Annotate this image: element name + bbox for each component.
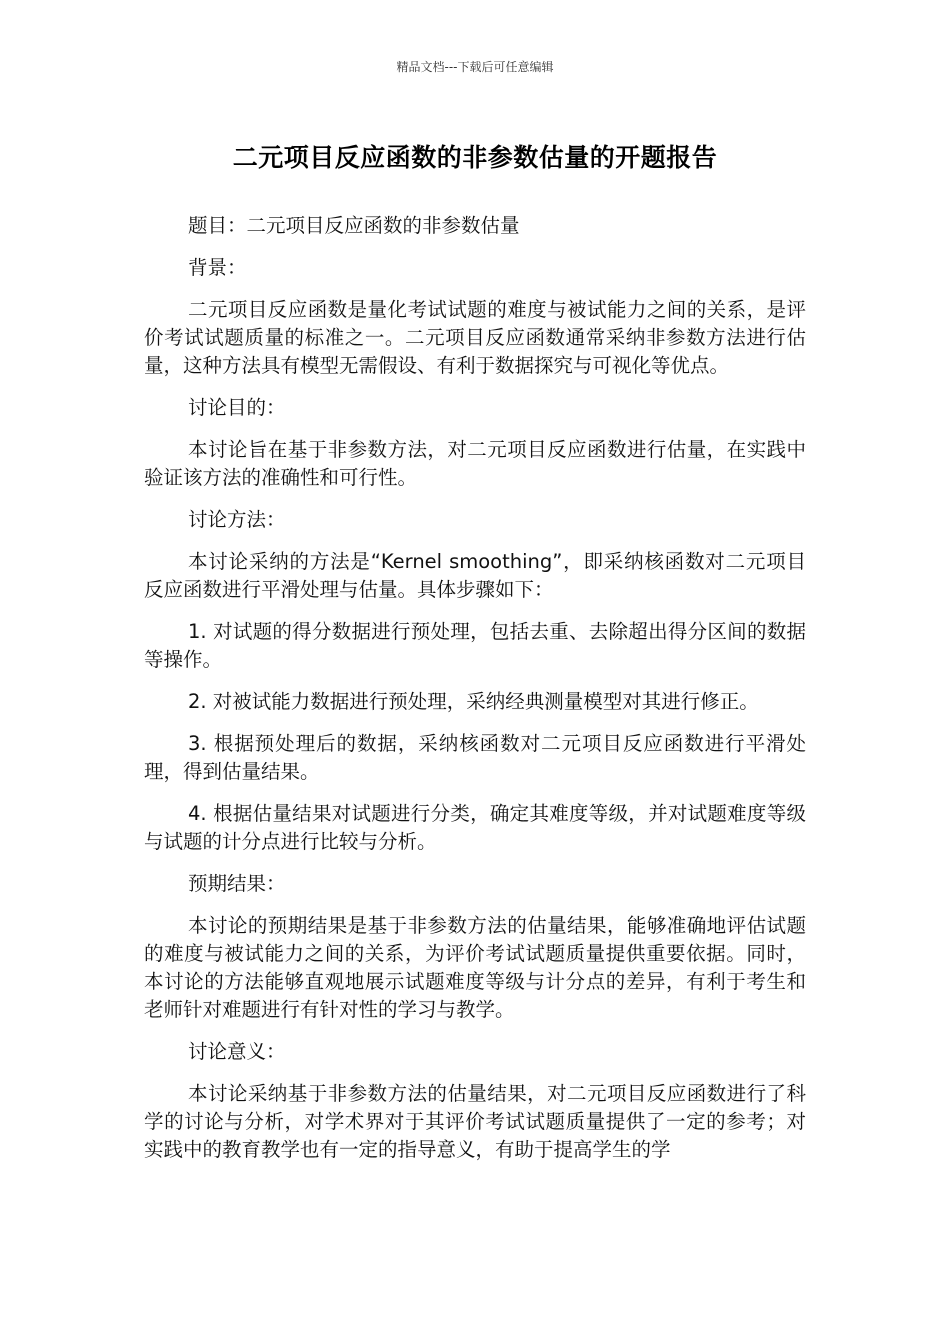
heading-purpose: 讨论目的： [188,396,286,419]
document-title: 二元项目反应函数的非参数估量的开题报告 [232,143,718,172]
purpose-paragraph: 本讨论旨在基于非参数方法，对二元项目反应函数进行估量，在实践中验证该方法的准确性和可行性。 [144,438,806,489]
expected-results-paragraph: 本讨论的预期结果是基于非参数方法的估量结果，能够准确地评估试题的难度与被试能力之间的关系，为评价考试试题质量提供重要依据。同时，本讨论的方法能够直观地展示试题难度等级与计分点的差异，有利于考生和老师针对难题进行有针对性的学习与教学。 [144,914,806,1021]
significance-paragraph: 本讨论采纳基于非参数方法的估量结果，对二元项目反应函数进行了科学的讨论与分析，对学术界对于其评价考试试题质量提供了一定的参考；对实践中的教育教学也有一定的指导意义，有助于提高学生的学 [144,1082,806,1161]
method-step-4: 4. 根据估量结果对试题进行分类，确定其难度等级，并对试题难度等级与试题的计分点进行比较与分析。 [144,802,806,853]
heading-method: 讨论方法： [188,508,286,531]
heading-expected-results: 预期结果： [188,872,286,895]
method-paragraph: 本讨论采纳的方法是“Kernel smoothing”，即采纳核函数对二元项目反应函数进行平滑处理与估量。具体步骤如下： [144,550,806,601]
heading-background: 背景： [188,256,247,279]
heading-significance: 讨论意义： [188,1040,286,1063]
document-body [144,212,806,1178]
method-step-1: 1. 对试题的得分数据进行预处理，包括去重、去除超出得分区间的数据等操作。 [144,620,806,671]
method-step-3: 3. 根据预处理后的数据，采纳核函数对二元项目反应函数进行平滑处理，得到估量结果。 [144,732,806,783]
background-paragraph: 二元项目反应函数是量化考试试题的难度与被试能力之间的关系，是评价考试试题质量的标准之一。二元项目反应函数通常采纳非参数方法进行估量，这种方法具有模型无需假设、有利于数据探究与可视化等优点。 [144,298,806,377]
method-step-2: 2. 对被试能力数据进行预处理，采纳经典测量模型对其进行修正。 [188,690,759,713]
topic-line: 题目：二元项目反应函数的非参数估量 [188,214,520,237]
header-note: 精品文档---下载后可任意编辑 [396,60,554,74]
